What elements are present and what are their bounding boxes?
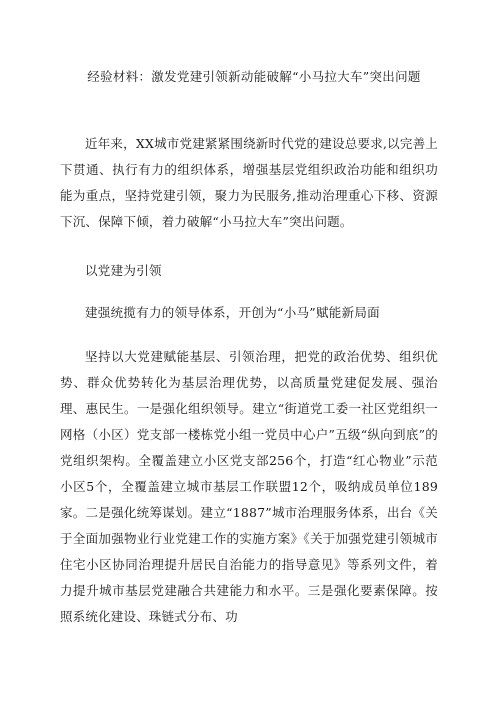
section-heading: 以党建为引领 xyxy=(85,263,162,278)
subsection-heading: 建强统揽有力的领导体系，开创为“小马”赋能新局面 xyxy=(85,305,380,320)
body-paragraph: 坚持以大党建赋能基层、引领治理，把党的政治优势、组织优势、群众优势转化为基层治理优势，以高质量党建促发展、强治理、惠民生。一是强化组织领导。建立“街道党工委一社区党组织一网格（小区）党支部一楼栋党小组一党员中心户”五级“纵向到底”的党组织架构。全覆盖建立小区党支部256个，打造“红心物业”示范小区5个，全覆盖建立城市基层工作联盟12个，吸纳成员单位189家。二是强化统筹谋划。建立“1887”城市治理服务体系，出台《关于全面加强物业行业党建工作的实施方案》《关于加强党建引领城市住宅小区协同治理提升居民自治能力的指导意见》等系列文件，着力提升城市基层党建融合共建能力和水平。三是强化要素保障。按照系统化建设、珠链式分布、功 xyxy=(60,349,438,624)
intro-paragraph: 近年来，XX城市党建紧紧围绕新时代党的建设总要求,以完善上下贯通、执行有力的组织体系，增强基层党组织政治功能和组织功能为重点，坚持党建引领，聚力为民服务,推动治理重心下移、资源下沉、保障下倾，着力破解“小马拉大车”突出问题。 xyxy=(60,136,438,229)
document-title: 经验材料：激发党建引领新动能破解“小马拉大车”突出问题 xyxy=(87,69,421,84)
